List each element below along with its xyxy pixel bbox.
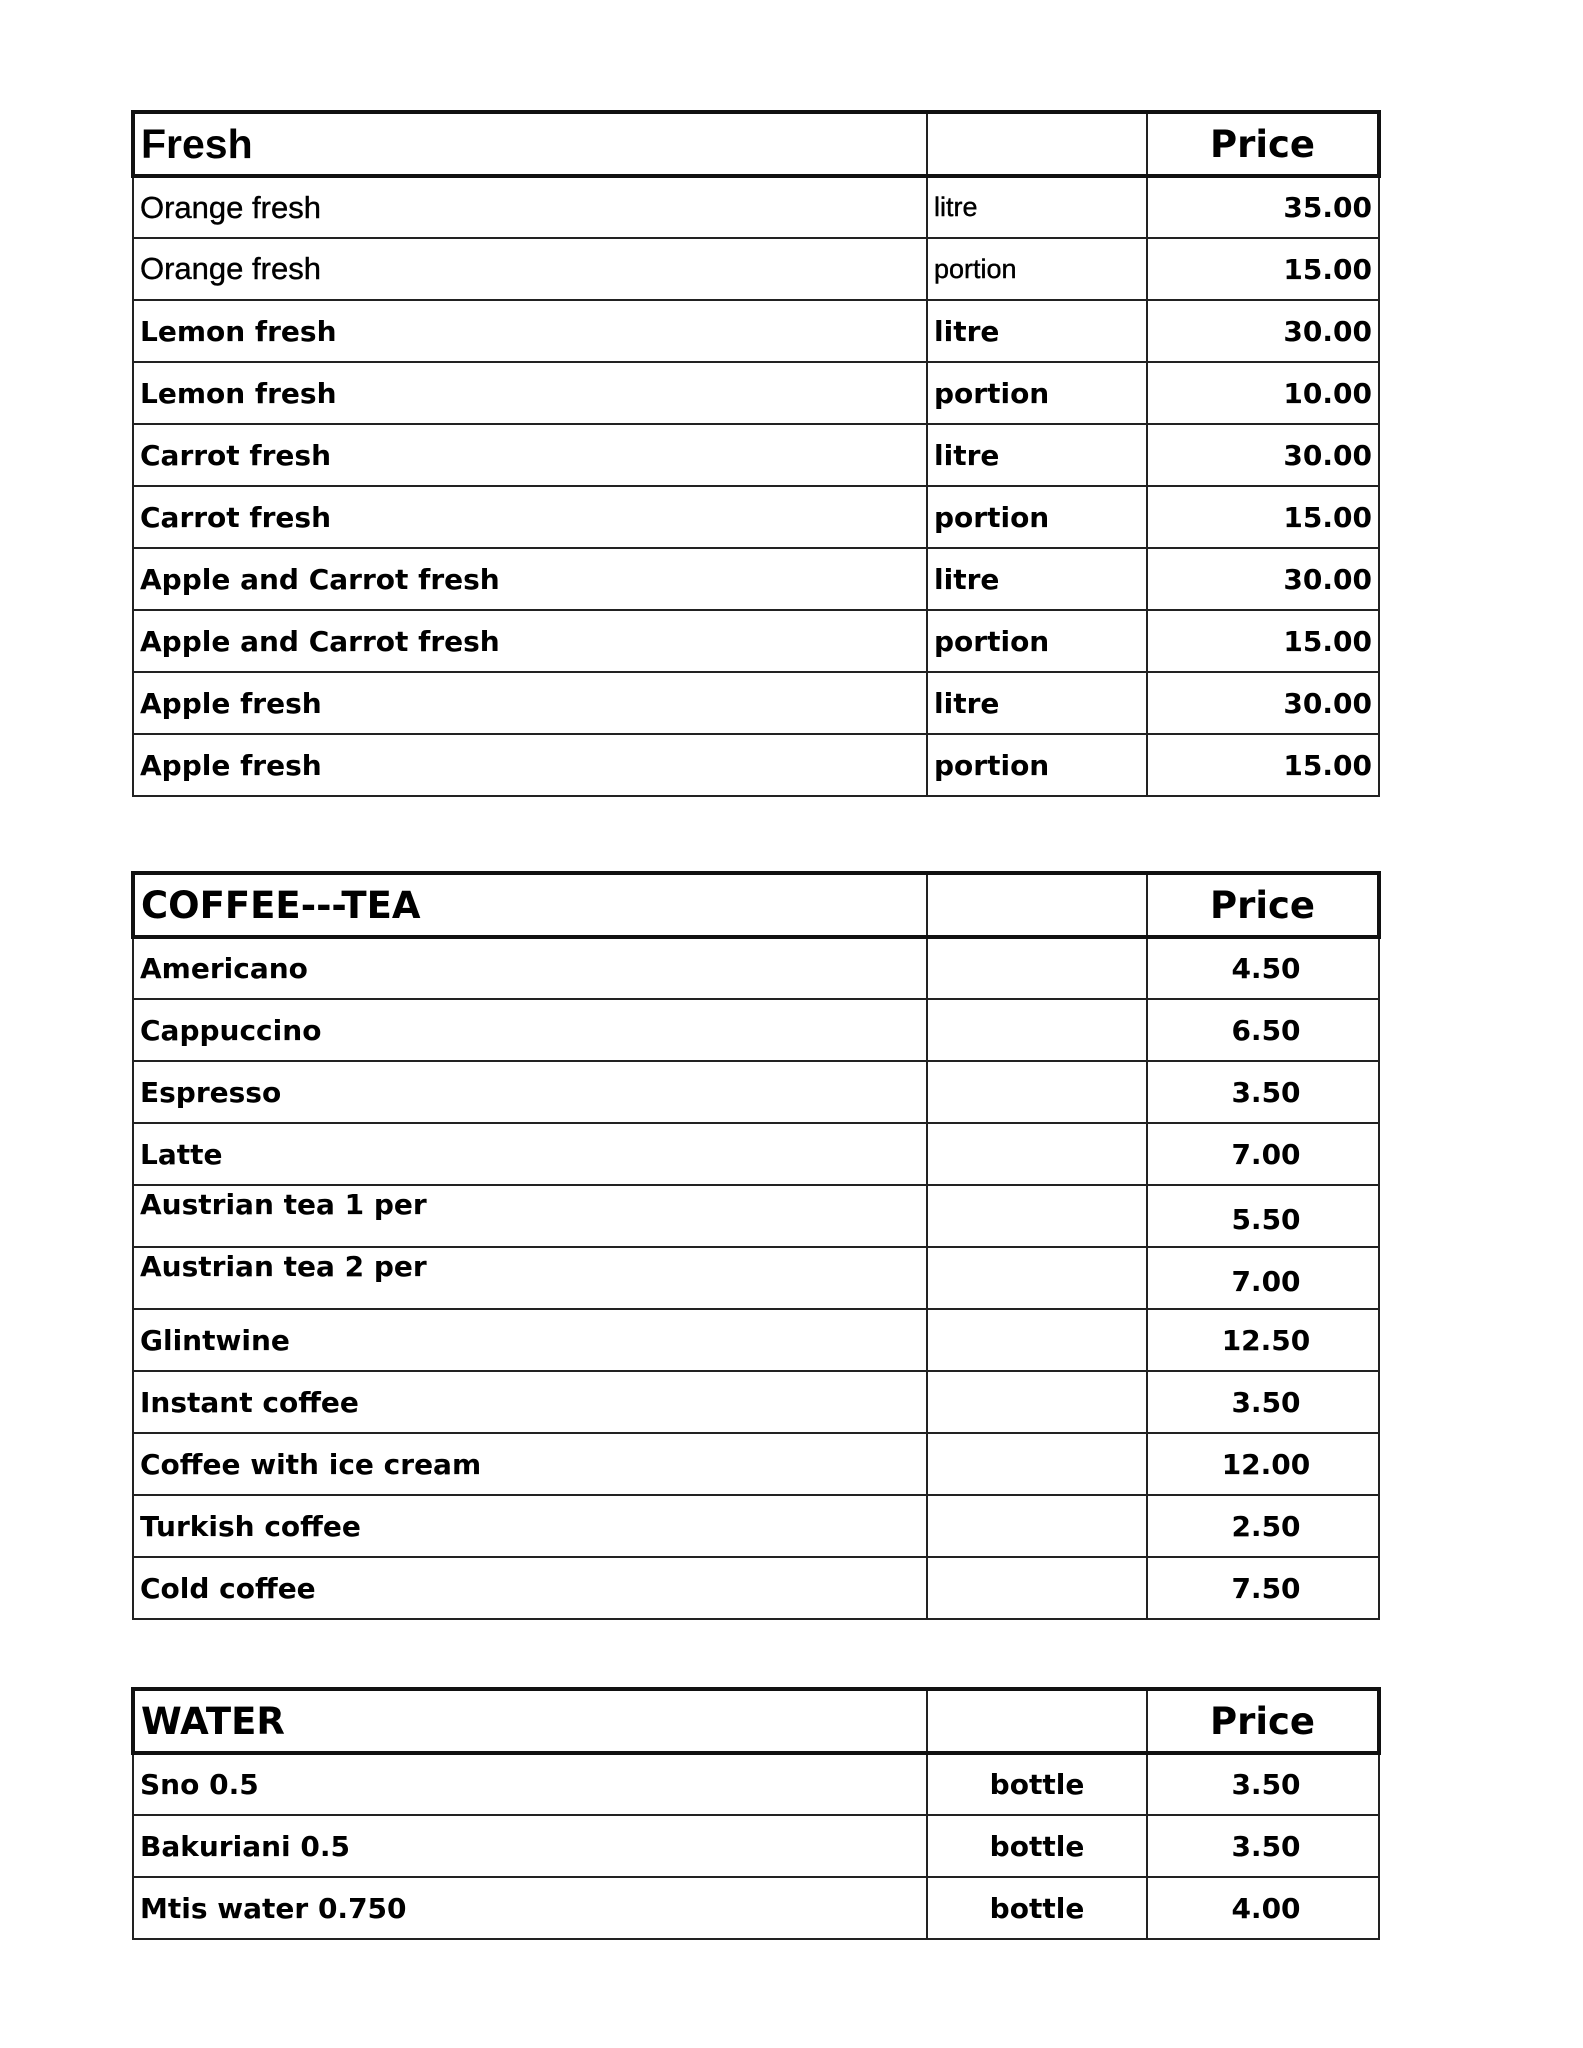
item-price: 4.00 bbox=[1147, 1877, 1379, 1939]
table-header-row bbox=[133, 1689, 1379, 1753]
item-unit bbox=[927, 1557, 1147, 1619]
item-name: Austrian tea 1 per bbox=[133, 1185, 927, 1247]
item-unit: portion bbox=[927, 734, 1147, 796]
item-unit bbox=[927, 1247, 1147, 1309]
item-name: Espresso bbox=[133, 1061, 927, 1123]
item-price: 7.00 bbox=[1147, 1123, 1379, 1185]
item-name: Apple fresh bbox=[133, 672, 927, 734]
item-name: Coffee with ice cream bbox=[133, 1433, 927, 1495]
unit-column-header bbox=[927, 873, 1147, 937]
table-row bbox=[133, 1433, 1379, 1495]
item-price: 12.00 bbox=[1147, 1433, 1379, 1495]
section-title: Fresh bbox=[133, 112, 927, 176]
table-row bbox=[133, 1495, 1379, 1557]
item-unit bbox=[927, 1433, 1147, 1495]
table-row bbox=[133, 999, 1379, 1061]
table-row bbox=[133, 1247, 1379, 1309]
item-name: Latte bbox=[133, 1123, 927, 1185]
item-name: Orange fresh bbox=[133, 238, 927, 300]
table-row bbox=[133, 1123, 1379, 1185]
item-name: Turkish coffee bbox=[133, 1495, 927, 1557]
item-name: Instant coffee bbox=[133, 1371, 927, 1433]
item-price: 30.00 bbox=[1147, 548, 1379, 610]
table-row bbox=[133, 424, 1379, 486]
table-row bbox=[133, 937, 1379, 999]
table-row bbox=[133, 1309, 1379, 1371]
item-unit bbox=[927, 1371, 1147, 1433]
item-unit: bottle bbox=[927, 1753, 1147, 1815]
item-unit: litre bbox=[927, 300, 1147, 362]
item-unit: portion bbox=[927, 362, 1147, 424]
item-price: 5.50 bbox=[1147, 1185, 1379, 1247]
item-price: 12.50 bbox=[1147, 1309, 1379, 1371]
item-name: Carrot fresh bbox=[133, 424, 927, 486]
table-header-row bbox=[133, 873, 1379, 937]
item-price: 3.50 bbox=[1147, 1371, 1379, 1433]
item-unit: portion bbox=[927, 486, 1147, 548]
item-name: Mtis water 0.750 bbox=[133, 1877, 927, 1939]
item-unit bbox=[927, 1061, 1147, 1123]
table-row bbox=[133, 1185, 1379, 1247]
table-row bbox=[133, 176, 1379, 238]
table-row bbox=[133, 734, 1379, 796]
item-unit bbox=[927, 1495, 1147, 1557]
water-price-table bbox=[131, 1687, 1381, 1940]
item-unit bbox=[927, 1123, 1147, 1185]
item-price: 4.50 bbox=[1147, 937, 1379, 999]
item-name: Lemon fresh bbox=[133, 300, 927, 362]
item-name: Lemon fresh bbox=[133, 362, 927, 424]
price-column-header: Price bbox=[1147, 873, 1379, 937]
table-row bbox=[133, 486, 1379, 548]
item-name: Orange fresh bbox=[133, 176, 927, 238]
item-unit: litre bbox=[927, 424, 1147, 486]
item-unit bbox=[927, 999, 1147, 1061]
table-row bbox=[133, 300, 1379, 362]
item-name: Apple fresh bbox=[133, 734, 927, 796]
item-name: Glintwine bbox=[133, 1309, 927, 1371]
item-name: Carrot fresh bbox=[133, 486, 927, 548]
table-row bbox=[133, 362, 1379, 424]
item-price: 15.00 bbox=[1147, 734, 1379, 796]
fresh-price-table bbox=[131, 110, 1381, 797]
coffee-tea-price-table bbox=[131, 871, 1381, 1620]
table-row bbox=[133, 672, 1379, 734]
unit-column-header bbox=[927, 112, 1147, 176]
item-unit: bottle bbox=[927, 1877, 1147, 1939]
item-unit: litre bbox=[927, 548, 1147, 610]
item-price: 6.50 bbox=[1147, 999, 1379, 1061]
item-name: Apple and Carrot fresh bbox=[133, 548, 927, 610]
item-price: 10.00 bbox=[1147, 362, 1379, 424]
item-price: 7.00 bbox=[1147, 1247, 1379, 1309]
table-row bbox=[133, 1557, 1379, 1619]
item-unit: bottle bbox=[927, 1815, 1147, 1877]
item-unit bbox=[927, 937, 1147, 999]
item-unit bbox=[927, 1185, 1147, 1247]
item-name: Cold coffee bbox=[133, 1557, 927, 1619]
item-unit: portion bbox=[927, 610, 1147, 672]
item-price: 3.50 bbox=[1147, 1753, 1379, 1815]
item-name: Americano bbox=[133, 937, 927, 999]
section-title: COFFEE---TEA bbox=[133, 873, 927, 937]
table-row bbox=[133, 610, 1379, 672]
item-unit: litre bbox=[927, 176, 1147, 238]
item-price: 35.00 bbox=[1147, 176, 1379, 238]
item-name: Austrian tea 2 per bbox=[133, 1247, 927, 1309]
item-price: 30.00 bbox=[1147, 300, 1379, 362]
item-price: 3.50 bbox=[1147, 1815, 1379, 1877]
item-price: 7.50 bbox=[1147, 1557, 1379, 1619]
table-row bbox=[133, 1371, 1379, 1433]
item-name: Cappuccino bbox=[133, 999, 927, 1061]
item-price: 15.00 bbox=[1147, 238, 1379, 300]
item-price: 3.50 bbox=[1147, 1061, 1379, 1123]
table-row bbox=[133, 1061, 1379, 1123]
item-price: 15.00 bbox=[1147, 610, 1379, 672]
section-title: WATER bbox=[133, 1689, 927, 1753]
table-header-row bbox=[133, 112, 1379, 176]
item-name: Apple and Carrot fresh bbox=[133, 610, 927, 672]
item-name: Sno 0.5 bbox=[133, 1753, 927, 1815]
item-name: Bakuriani 0.5 bbox=[133, 1815, 927, 1877]
item-price: 2.50 bbox=[1147, 1495, 1379, 1557]
price-column-header: Price bbox=[1147, 112, 1379, 176]
price-column-header: Price bbox=[1147, 1689, 1379, 1753]
item-price: 15.00 bbox=[1147, 486, 1379, 548]
table-row bbox=[133, 1753, 1379, 1815]
table-row bbox=[133, 1815, 1379, 1877]
item-unit: litre bbox=[927, 672, 1147, 734]
item-price: 30.00 bbox=[1147, 424, 1379, 486]
table-row bbox=[133, 548, 1379, 610]
table-row bbox=[133, 1877, 1379, 1939]
item-price: 30.00 bbox=[1147, 672, 1379, 734]
table-row bbox=[133, 238, 1379, 300]
unit-column-header bbox=[927, 1689, 1147, 1753]
item-unit: portion bbox=[927, 238, 1147, 300]
item-unit bbox=[927, 1309, 1147, 1371]
